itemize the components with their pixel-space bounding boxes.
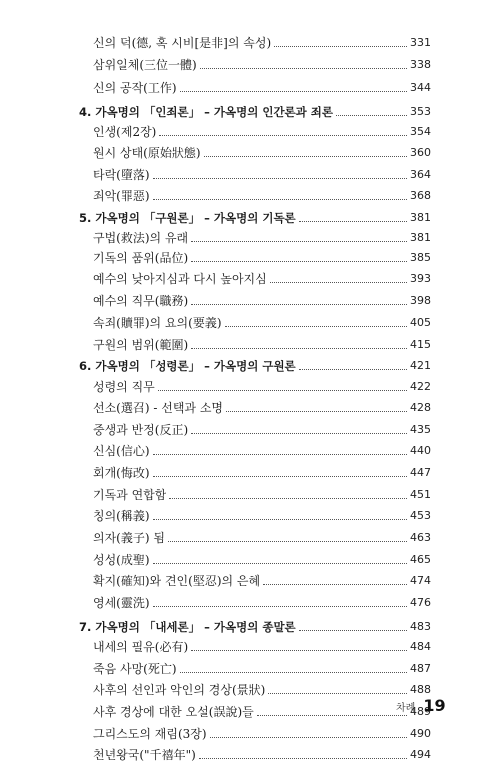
toc-entry	[93, 680, 431, 700]
dot-leader	[153, 605, 407, 607]
dot-leader	[153, 475, 407, 477]
dot-leader	[299, 220, 407, 222]
toc-entry	[93, 702, 431, 722]
dot-leader	[191, 240, 407, 242]
toc-entry	[93, 463, 431, 483]
toc-entry-title: 신의 덕(德, 혹 시비[是非]의 속성)	[93, 36, 272, 50]
footer-label: 차례	[396, 703, 416, 714]
toc-entry-title: 타락(墮落)	[93, 168, 150, 182]
dot-leader	[180, 671, 407, 673]
dot-leader	[153, 453, 407, 455]
dot-leader	[263, 583, 407, 585]
toc-entry-title: 기독과 연합함	[93, 488, 167, 502]
toc-entry	[93, 420, 431, 440]
toc-entry-page: 421	[410, 359, 431, 372]
toc-entry-page: 484	[410, 640, 431, 653]
dot-leader	[191, 649, 407, 651]
toc-entry-page: 353	[410, 105, 431, 118]
toc-entry	[93, 78, 431, 98]
dot-leader	[226, 410, 407, 412]
dot-leader	[225, 325, 407, 327]
dot-leader	[336, 114, 407, 116]
page-footer	[396, 696, 446, 715]
toc-entry	[93, 571, 431, 591]
toc-entry-page: 381	[410, 211, 431, 224]
dot-leader	[153, 562, 407, 564]
dot-leader	[210, 736, 407, 738]
toc-entry-title: 신심(信心)	[93, 444, 150, 458]
toc-entry-title: 죽음 사망(死亡)	[93, 662, 177, 676]
toc-entry-page: 465	[410, 553, 431, 566]
toc-entry-title: 예수의 직무(職務)	[93, 294, 189, 308]
toc-entry-page: 364	[410, 168, 431, 181]
toc-entry-title: 천년왕국("千禧年")	[93, 748, 196, 762]
toc-entry-page: 463	[410, 531, 431, 544]
toc-entry-page: 476	[410, 596, 431, 609]
toc-entry-title: 원시 상태(原始狀態)	[93, 146, 201, 160]
dot-leader	[159, 134, 407, 136]
toc-entry-title: 중생과 반정(反正)	[93, 423, 189, 437]
dot-leader	[191, 260, 407, 262]
toc-entry-title: 6. 가옥명의 「성령론」 – 가옥명의 구원론	[79, 359, 296, 373]
toc-entry-title: 속죄(贖罪)의 요의(要義)	[93, 316, 222, 330]
toc-entry-page: 440	[410, 444, 431, 457]
toc-entry	[93, 143, 431, 163]
toc-entry-title: 회개(悔改)	[93, 466, 150, 480]
dot-leader	[153, 518, 407, 520]
toc-entry-page: 483	[410, 620, 431, 633]
toc-entry-page: 447	[410, 466, 431, 479]
toc-entry	[93, 637, 431, 657]
toc-entry-page: 422	[410, 380, 431, 393]
page-number: 19	[423, 696, 446, 715]
toc-chapter	[79, 617, 431, 637]
toc-entry-title: 내세의 필유(必有)	[93, 640, 189, 654]
toc-entry	[93, 165, 431, 185]
dot-leader	[191, 303, 407, 305]
toc-entry-page: 415	[410, 338, 431, 351]
toc-entry	[93, 248, 431, 268]
toc-entry-page: 474	[410, 574, 431, 587]
toc-entry-title: 신의 공작(工作)	[93, 81, 177, 95]
toc-entry-page: 344	[410, 81, 431, 94]
toc-entry-page: 451	[410, 488, 431, 501]
toc-entry-page: 490	[410, 727, 431, 740]
dot-leader	[299, 629, 407, 631]
toc-entry	[93, 122, 431, 142]
toc-entry-page: 488	[410, 683, 431, 696]
toc-entry-title: 확지(確知)와 견인(堅忍)의 은혜	[93, 574, 261, 588]
toc-entry-title: 5. 가옥명의 「구원론」 – 가옥명의 기독론	[79, 211, 296, 225]
dot-leader	[199, 757, 407, 759]
toc-entry-page: 398	[410, 294, 431, 307]
toc-entry	[93, 313, 431, 333]
toc-entry	[93, 441, 431, 461]
toc-entry-title: 선소(選召) - 선택과 소명	[93, 401, 224, 415]
toc-entry-title: 7. 가옥명의 「내세론」 – 가옥명의 종말론	[79, 620, 296, 634]
dot-leader	[204, 155, 407, 157]
toc-entry	[93, 724, 431, 744]
toc-entry	[93, 528, 431, 548]
toc-chapter	[79, 102, 431, 122]
dot-leader	[191, 432, 407, 434]
toc-entry-title: 영세(靈洗)	[93, 596, 150, 610]
toc-chapter	[79, 356, 431, 376]
dot-leader	[200, 67, 407, 69]
toc-entry-page: 354	[410, 125, 431, 138]
toc-entry-page: 405	[410, 316, 431, 329]
dot-leader	[158, 389, 407, 391]
dot-leader	[153, 177, 407, 179]
toc-entry-page: 435	[410, 423, 431, 436]
toc-entry-page: 487	[410, 662, 431, 675]
toc-entry-title: 죄악(罪惡)	[93, 189, 150, 203]
toc-entry-title: 삼위일체(三位一體)	[93, 58, 197, 72]
toc-entry-page: 489	[410, 705, 431, 718]
toc-entry	[93, 745, 431, 765]
toc-entry-title: 칭의(稱義)	[93, 509, 150, 523]
toc-entry	[93, 228, 431, 248]
toc-entry-title: 구법(救法)의 유래	[93, 231, 189, 245]
dot-leader	[257, 714, 407, 716]
toc-entry	[93, 55, 431, 75]
toc-entry-page: 393	[410, 272, 431, 285]
toc-entry-page: 453	[410, 509, 431, 522]
toc-entry	[93, 291, 431, 311]
toc-entry-title: 성성(成聖)	[93, 553, 150, 567]
toc-entry-page: 338	[410, 58, 431, 71]
toc-entry	[93, 377, 431, 397]
toc-entry-title: 예수의 낮아지심과 다시 높아지심	[93, 272, 267, 286]
toc-entry-page: 494	[410, 748, 431, 761]
toc-entry	[93, 506, 431, 526]
dot-leader	[153, 198, 407, 200]
dot-leader	[299, 368, 407, 370]
toc-entry	[93, 593, 431, 613]
toc-entry	[93, 33, 431, 53]
dot-leader	[191, 347, 407, 349]
toc-entry-title: 4. 가옥명의 「인죄론」 – 가옥명의 인간론과 죄론	[79, 105, 333, 119]
toc-entry	[93, 335, 431, 355]
toc-entry-title: 사후 경상에 대한 오설(誤說)들	[93, 705, 254, 719]
dot-leader	[274, 45, 407, 47]
toc-entry	[93, 659, 431, 679]
dot-leader	[168, 540, 407, 542]
toc-entry	[93, 186, 431, 206]
toc-entry-title: 성령의 직무	[93, 380, 155, 394]
toc-entry	[93, 269, 431, 289]
dot-leader	[169, 497, 407, 499]
toc-entry-title: 구원의 범위(範圍)	[93, 338, 189, 352]
toc-entry-page: 368	[410, 189, 431, 202]
toc-entry-title: 인생(제2장)	[93, 125, 157, 139]
toc-entry-page: 360	[410, 146, 431, 159]
toc-entry-title: 그리스도의 재림(3장)	[93, 727, 207, 741]
toc-entry-page: 428	[410, 401, 431, 414]
toc-entry-title: 사후의 선인과 악인의 경상(景狀)	[93, 683, 266, 697]
toc-entry-page: 331	[410, 36, 431, 49]
dot-leader	[180, 90, 407, 92]
toc-chapter	[79, 208, 431, 228]
toc-entry	[93, 550, 431, 570]
dot-leader	[270, 281, 407, 283]
toc-entry-page: 381	[410, 231, 431, 244]
dot-leader	[268, 692, 407, 694]
toc-entry-title: 기독의 품위(品位)	[93, 251, 189, 265]
toc-entry-page: 385	[410, 251, 431, 264]
toc-entry	[93, 485, 431, 505]
toc-entry	[93, 398, 431, 418]
toc-entry-title: 의자(義子) 됨	[93, 531, 165, 545]
